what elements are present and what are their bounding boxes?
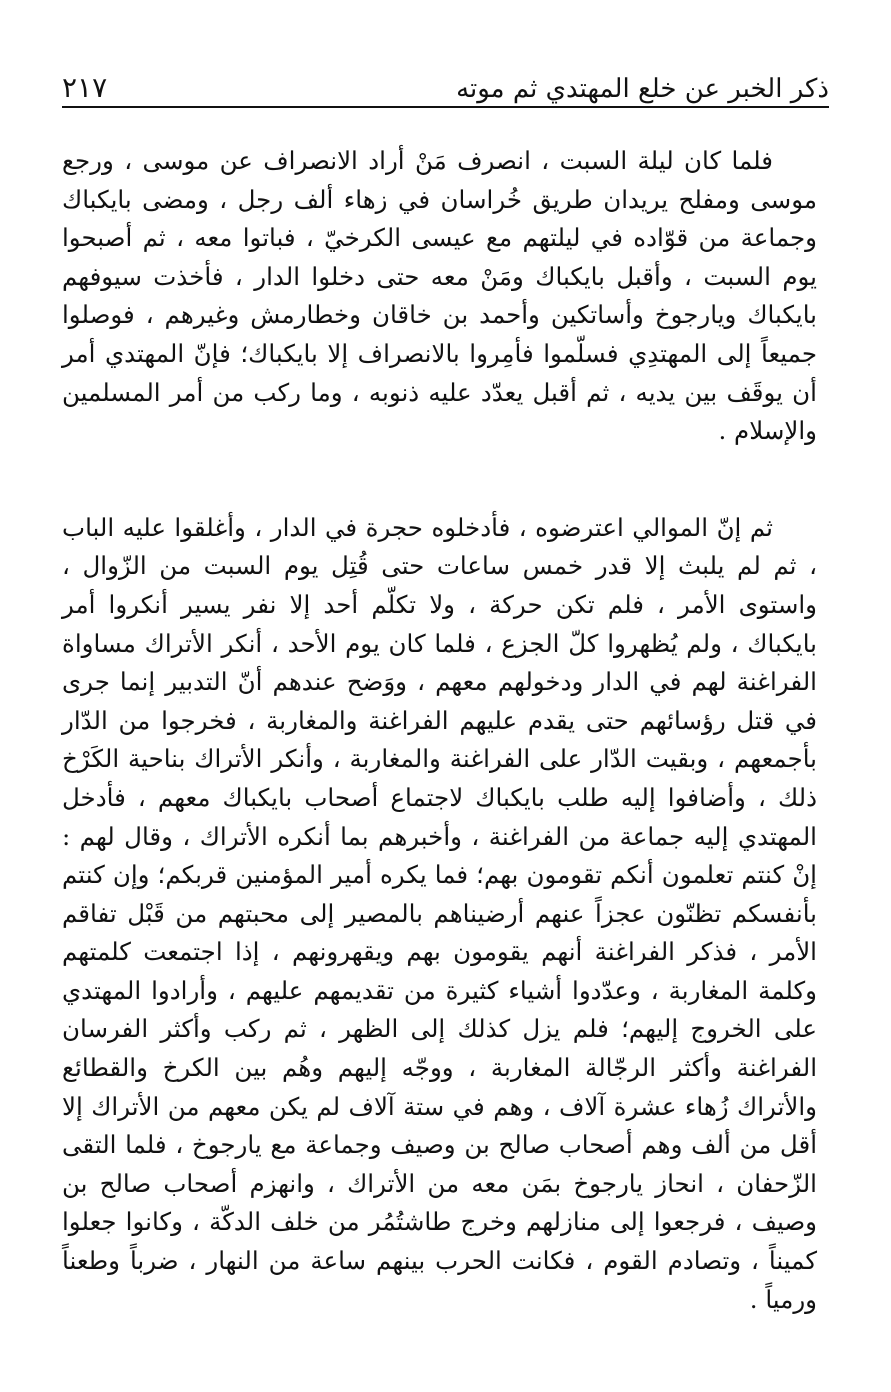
page-number: ٢١٧ [62, 71, 108, 104]
paragraph-spacer [62, 451, 817, 509]
paragraph-1: فلما كان ليلة السبت ، انصرف مَنْ أراد الانصراف عن موسى ، ورجع موسى ومفلح يريدان طريق خُراسان في زهاء ألف رجل ، ومضى بايكباك وجماعة من قوّاده في ليلتهم مع عيسى الكرخيّ ، فباتوا معه ، ثم أصبحوا يوم السبت ، وأقبل بايكباك ومَنْ معه حتى دخلوا الدار ، فأخذت سيوفهم بايكباك ويارجوخ وأساتكين وأحمد بن خاقان وخطارمش وغيرهم ، فوصلوا جميعاً إلى المهتدِي فسلّموا فأمِروا بالانصراف إلا بايكباك؛ فإنّ المهتدي أمر أن يوقَف بين يديه ، ثم أقبل يعدّد عليه ذنوبه ، وما ركب من أمر المسلمين والإسلام . [62, 146, 817, 446]
page-body [62, 142, 817, 1319]
running-title: ذكر الخبر عن خلع المهتدي ثم موته [456, 74, 829, 104]
page-header [62, 62, 829, 108]
paragraph-2: ثم إنّ الموالي اعترضوه ، فأدخلوه حجرة في الدار ، وأغلقوا عليه الباب ، ثم لم يلبث إلا قدر خمس ساعات حتى قُتِل يوم السبت من الزّوال ، واستوى الأمر ، فلم تكن حركة ، ولا تكلّم أحد إلا نفر يسير أنكروا أمر بايكباك ، ولم يُظهروا كلّ الجزع ، فلما كان يوم الأحد ، أنكر الأتراك مساواة الفراغنة لهم في الدار ودخولهم معهم ، ووَضح عندهم أنّ التدبير إنما جرى في قتل رؤسائهم حتى يقدم عليهم الفراغنة والمغاربة ، فخرجوا من الدّار بأجمعهم ، وبقيت الدّار على الفراغنة والمغاربة ، وأنكر الأتراك بناحية الكَرْخ ذلك ، وأضافوا إليه طلب بايكباك لاجتماع أصحاب بايكباك معهم ، فأدخل المهتدي إليه جماعة من الفراغنة ، وأخبرهم بما أنكره الأتراك ، وقال لهم : إنْ كنتم تعلمون أنكم تقومون بهم؛ فما يكره أمير المؤمنين قربكم؛ وإن كنتم بأنفسكم تظنّون عجزاً عنهم أرضيناهم بالمصير إلى محبتهم من قَبْل تفاقم الأمر ، فذكر الفراغنة أنهم يقومون بهم ويقهرونهم ، إذا اجتمعت كلمتهم وكلمة المغاربة ، وعدّدوا أشياء كثيرة من تقديمهم عليهم ، وأرادوا المهتدي على الخروج إليهم؛ فلم يزل كذلك إلى الظهر ، ثم ركب وأكثر الفرسان الفراغنة وأكثر الرجّالة المغاربة ، ووجّه إليهم وهُم بين الكرخ والقطائع والأتراك زُهاء عشرة آلاف ، وهم في ستة آلاف لم يكن معهم من الأتراك إلا أقل من ألف وهم أصحاب صالح بن وصيف وجماعة مع يارجوخ ، فلما التقى الزّحفان ، انحاز يارجوخ بمَن معه من الأتراك ، وانهزم أصحاب صالح بن وصيف ، فرجعوا إلى منازلهم وخرج طاشتُمُر من خلف الدكّة ، وكانوا جعلوا كميناً ، وتصادم القوم ، فكانت الحرب بينهم ساعة من النهار ، ضرباً وطعناً ورمياً . [62, 512, 817, 1314]
